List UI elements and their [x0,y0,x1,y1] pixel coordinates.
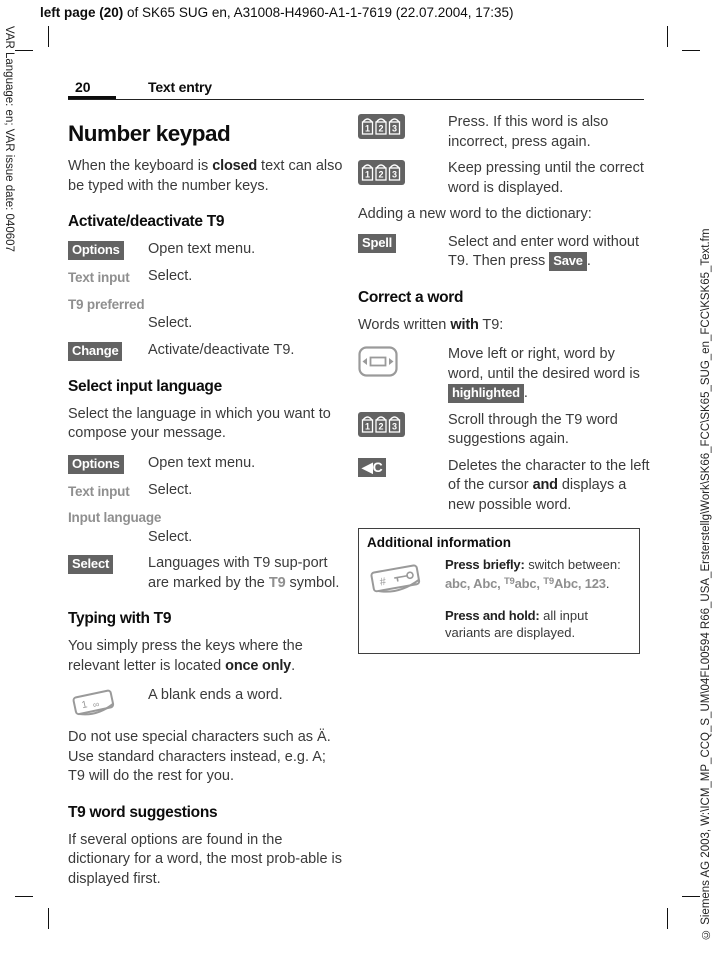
instruction-text: Select and enter word without T9. Then press Save . [448,233,640,269]
document-info-line [40,5,514,20]
instruction-row [68,508,346,547]
body-paragraph: Words written with T9: [358,316,504,333]
body-paragraph: Adding a new word to the dictionary: [358,206,592,222]
instruction-row [358,345,650,404]
chapter-title: Text entry [148,79,212,95]
instruction-text: Select. [148,528,193,545]
navigation-key-left-right-icon [358,346,398,377]
crop-mark-bottom-left-h [15,896,33,897]
svg-text:1: 1 [364,123,371,134]
number-keys-123-icon [358,160,405,185]
delete-key-icon: ◀C [358,458,386,477]
menu-item-label: Text input [68,270,130,285]
instruction-row [358,411,650,450]
instruction-row [358,159,650,198]
bold-press-and-hold: Press and hold: [445,608,540,623]
bold-word-closed: closed [212,158,258,174]
menu-item-label: Text input [68,483,130,499]
instruction-text: Activate/deactivate T9. [148,341,295,358]
svg-text:3: 3 [391,123,398,134]
svg-text:#: # [378,575,387,589]
instruction-row [68,454,346,474]
subheading-t9-word-suggestions: T9 word suggestions [68,803,218,821]
instruction-row [68,240,346,260]
bold-word-and: and [532,477,558,493]
instruction-row [68,686,346,721]
instruction-text: A blank ends a word. [148,687,283,703]
copyright-path-margin-text: © Siemens AG 2003, W:\ICM_MP_CCQ_S_UM\04FL00594 R66_USA_Ersterstellg\Work\SK66_FCC\SK65_SUG_en_FCC\KSK65_Text.fm [700,228,712,940]
instruction-row [68,267,346,288]
instruction-text: Deletes the character to the left of the cursor and displays a new possible word. [448,457,650,513]
menu-item-label: Input language [68,510,162,525]
body-paragraph: You simply press the keys where the relevant letter is located once only. [68,638,303,674]
instruction-row [68,295,346,334]
svg-text:2: 2 [378,169,384,180]
hash-key-icon [367,560,427,598]
svg-text:1: 1 [364,169,371,180]
instruction-text: Select. [148,315,193,331]
bold-words-once-only: once only [225,657,292,674]
menu-item-label: T9 preferred [68,296,145,312]
svg-text:∞: ∞ [91,698,101,710]
crop-mark-top-left-v [48,26,49,47]
instruction-row [358,233,650,272]
svg-text:3: 3 [391,421,398,431]
instruction-text: Keep pressing until the correct word is displayed. [448,160,644,196]
crop-mark-top-right-h [682,50,700,51]
instruction-text: Open text menu. [148,241,256,257]
instruction-row [68,554,346,593]
crop-mark-top-left-h [15,50,33,51]
body-paragraph: Select the language in which you want to compose your message. [68,405,331,441]
instruction-text: Select. [148,268,193,284]
key-1-icon [68,687,120,721]
subheading-select-input-language: Select input language [68,377,222,395]
info-box-row [367,556,631,598]
left-column [68,113,346,899]
instruction-text: Move left or right, word by word, until the desired word is highlighted . [448,346,640,401]
svg-text:2: 2 [378,123,384,134]
instruction-text: Select. [148,481,193,498]
document-id: of SK65 SUG en, A31008-H4960-A1-1-7619 (22.07.2004, 17:35) [123,5,514,20]
select-softkey-badge: Select [68,555,113,574]
info-box-text: Press briefly: switch between: abc, Abc, $^{T9}$abc, $^{T9}$Abc, 123. [445,557,621,591]
crop-mark-top-right-v [667,26,668,47]
additional-information-box [358,528,640,654]
section-heading-number-keypad: Number keypad [68,121,231,146]
svg-text:2: 2 [378,421,384,431]
options-softkey-badge: Options [68,241,124,260]
instruction-row [358,457,650,516]
spell-softkey-badge: Spell [358,234,396,253]
intro-paragraph: When the keyboard is closed text can also be typed with the number keys. [68,158,343,194]
t9-symbol-label: T9 [268,574,286,591]
svg-text:1: 1 [364,421,371,431]
bold-press-briefly: Press briefly: [445,557,525,572]
instruction-row [68,341,346,361]
save-softkey-badge: Save [549,252,587,271]
number-keys-123-icon [358,114,405,139]
subheading-activate-deactivate-t9: Activate/deactivate T9 [68,213,225,230]
number-keys-123-icon [358,412,405,437]
subheading-typing-with-t9: Typing with T9 [68,610,172,627]
info-box-text: Press and hold: all input variants are displayed. [445,608,588,640]
subheading-correct-a-word: Correct a word [358,288,464,306]
crop-mark-bottom-left-v [48,908,49,929]
bold-word-with: with [450,316,479,333]
info-box-title: Additional information [367,535,511,550]
instruction-text: Press. If this word is also incorrect, press again. [448,114,609,150]
crop-mark-bottom-right-h [682,896,700,897]
page-number: 20 [75,79,91,95]
header-rule [68,99,644,100]
right-column [358,113,650,654]
change-softkey-badge: Change [68,342,122,361]
svg-text:1: 1 [80,699,89,712]
highlighted-word-badge: highlighted [448,384,524,403]
instruction-row [358,113,650,152]
var-language-margin-text: VAR Language: en; VAR issue date: 040607 [3,26,15,252]
page-indicator: left page (20) [40,5,124,20]
instruction-text: Open text menu. [148,454,256,471]
instruction-text: Languages with T9 sup-port are marked by the T9 symbol. [148,555,340,591]
instruction-text: Scroll through the T9 word suggestions again. [448,411,618,447]
options-softkey-badge: Options [68,455,124,474]
instruction-row [68,481,346,502]
svg-text:3: 3 [391,169,398,180]
crop-mark-bottom-right-v [667,908,668,929]
body-paragraph: Do not use special characters such as Ä. Use standard characters instead, e.g. A; T9 will do the rest for you. [68,729,331,784]
body-paragraph: If several options are found in the dictionary for a word, the most prob-able is displayed first. [68,831,343,887]
